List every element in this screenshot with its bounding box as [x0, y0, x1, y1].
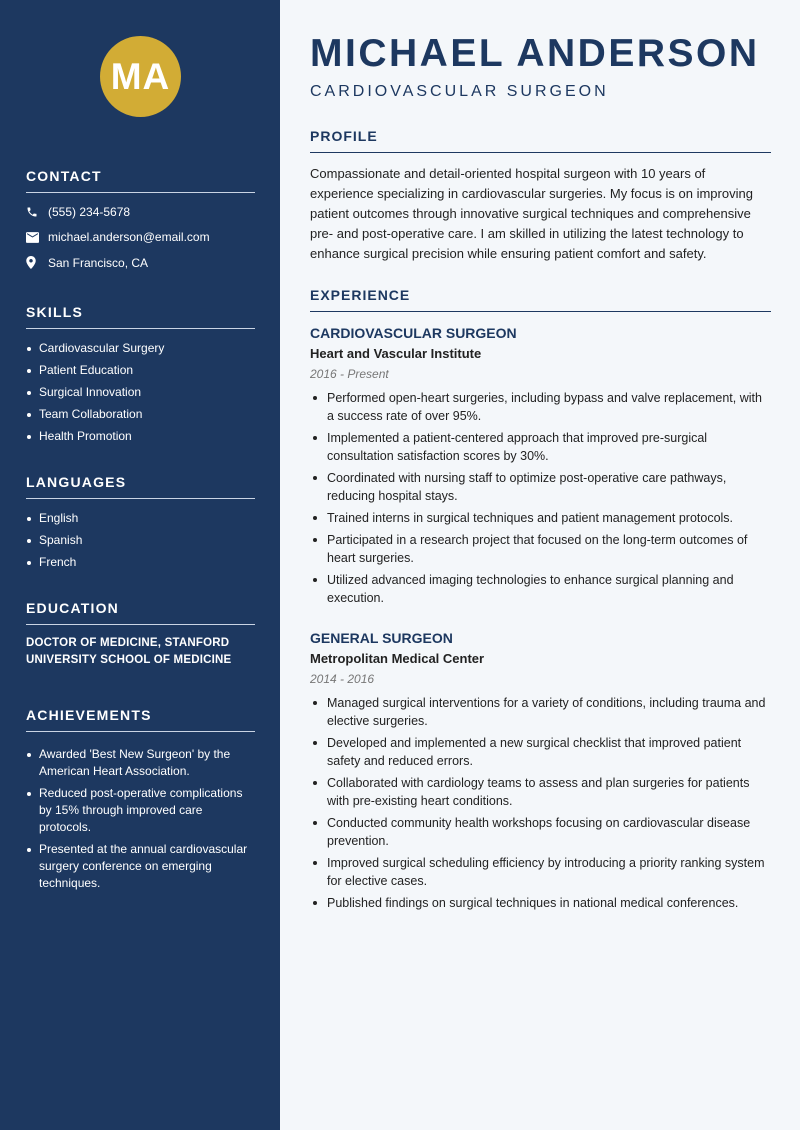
job-entry [310, 630, 771, 916]
achievement-item: Reduced post-operative complications by 15% through improved care protocols. [26, 785, 255, 836]
education-heading: EDUCATION [26, 600, 255, 625]
job-title: GENERAL SURGEON [310, 630, 453, 646]
job-bullet: Developed and implemented a new surgical checklist that improved patient safety and reduced errors. [310, 734, 771, 770]
skill-item: Cardiovascular Surgery [26, 340, 255, 362]
language-item: French [26, 554, 255, 576]
job-bullet: Trained interns in surgical techniques and patient management protocols. [310, 509, 771, 527]
skills-heading: SKILLS [26, 304, 255, 329]
achievements-section [26, 707, 255, 897]
job-bullet: Participated in a research project that focused on the long-term outcomes of heart surgeries. [310, 531, 771, 567]
contact-heading: CONTACT [26, 168, 255, 193]
contact-phone [26, 199, 255, 225]
phone-icon [26, 206, 48, 218]
contact-location [26, 250, 255, 276]
experience-heading: EXPERIENCE [310, 287, 771, 312]
achievement-item: Presented at the annual cardiovascular surgery conference on emerging techniques. [26, 841, 255, 892]
languages-heading: LANGUAGES [26, 474, 255, 499]
job-title: CARDIOVASCULAR SURGEON [310, 325, 517, 341]
job-bullet: Utilized advanced imaging technologies to enhance surgical planning and execution. [310, 571, 771, 607]
skills-section [26, 304, 255, 450]
achievement-item: Awarded 'Best New Surgeon' by the American Heart Association. [26, 746, 255, 780]
job-bullet: Managed surgical interventions for a variety of conditions, including trauma and elective surgeries. [310, 694, 771, 730]
profile-heading: PROFILE [310, 128, 771, 153]
avatar [100, 36, 181, 117]
job-bullet: Improved surgical scheduling efficiency by introducing a priority ranking system for elective cases. [310, 854, 771, 890]
candidate-title: CARDIOVASCULAR SURGEON [310, 83, 609, 100]
language-item: Spanish [26, 532, 255, 554]
achievements-heading: ACHIEVEMENTS [26, 707, 255, 732]
skill-item: Patient Education [26, 362, 255, 384]
job-dates: 2014 - 2016 [310, 672, 375, 686]
contact-email [26, 225, 255, 251]
phone-text: (555) 234-5678 [48, 204, 131, 219]
education-degree: DOCTOR OF MEDICINE, STANFORD UNIVERSITY SCHOOL OF MEDICINE [26, 637, 232, 666]
job-bullet: Published findings on surgical techniques in national medical conferences. [310, 894, 771, 912]
job-organization: Metropolitan Medical Center [310, 651, 485, 666]
job-bullet: Performed open-heart surgeries, including bypass and valve replacement, with a success rate of over 95%. [310, 389, 771, 425]
skill-item: Team Collaboration [26, 406, 255, 428]
skill-item: Surgical Innovation [26, 384, 255, 406]
candidate-name: MICHAEL ANDERSON [310, 32, 760, 75]
job-bullet: Coordinated with nursing staff to optimize post-operative care pathways, reducing hospital stays. [310, 469, 771, 505]
job-bullet: Conducted community health workshops focusing on cardiovascular disease prevention. [310, 814, 771, 850]
location-pin-icon [26, 256, 48, 269]
job-bullet: Collaborated with cardiology teams to assess and plan surgeries for patients with pre-existing heart conditions. [310, 774, 771, 810]
job-entry [310, 325, 771, 611]
languages-section [26, 474, 255, 576]
job-dates: 2016 - Present [310, 367, 389, 381]
skill-item: Health Promotion [26, 428, 255, 450]
avatar-initials: MA [110, 55, 171, 97]
profile-text: Compassionate and detail-oriented hospital surgeon with 10 years of experience specializing in cardiovascular surgeries. My focus is on improving patient outcomes through innovative surgical techniques and comprehensive pre- and post-operative care. I am skilled in utilizing the latest technology to enhance surgical precision while ensuring patient comfort and safety. [310, 166, 753, 261]
education-section [26, 600, 255, 669]
contact-section [26, 168, 255, 276]
job-bullet: Implemented a patient-centered approach that improved pre-surgical consultation satisfaction scores by 30%. [310, 429, 771, 465]
location-text: San Francisco, CA [48, 255, 149, 270]
job-organization: Heart and Vascular Institute [310, 346, 482, 361]
language-item: English [26, 510, 255, 532]
mail-icon [26, 232, 48, 243]
email-text: michael.anderson@email.com [48, 230, 210, 245]
sidebar [0, 0, 280, 1130]
